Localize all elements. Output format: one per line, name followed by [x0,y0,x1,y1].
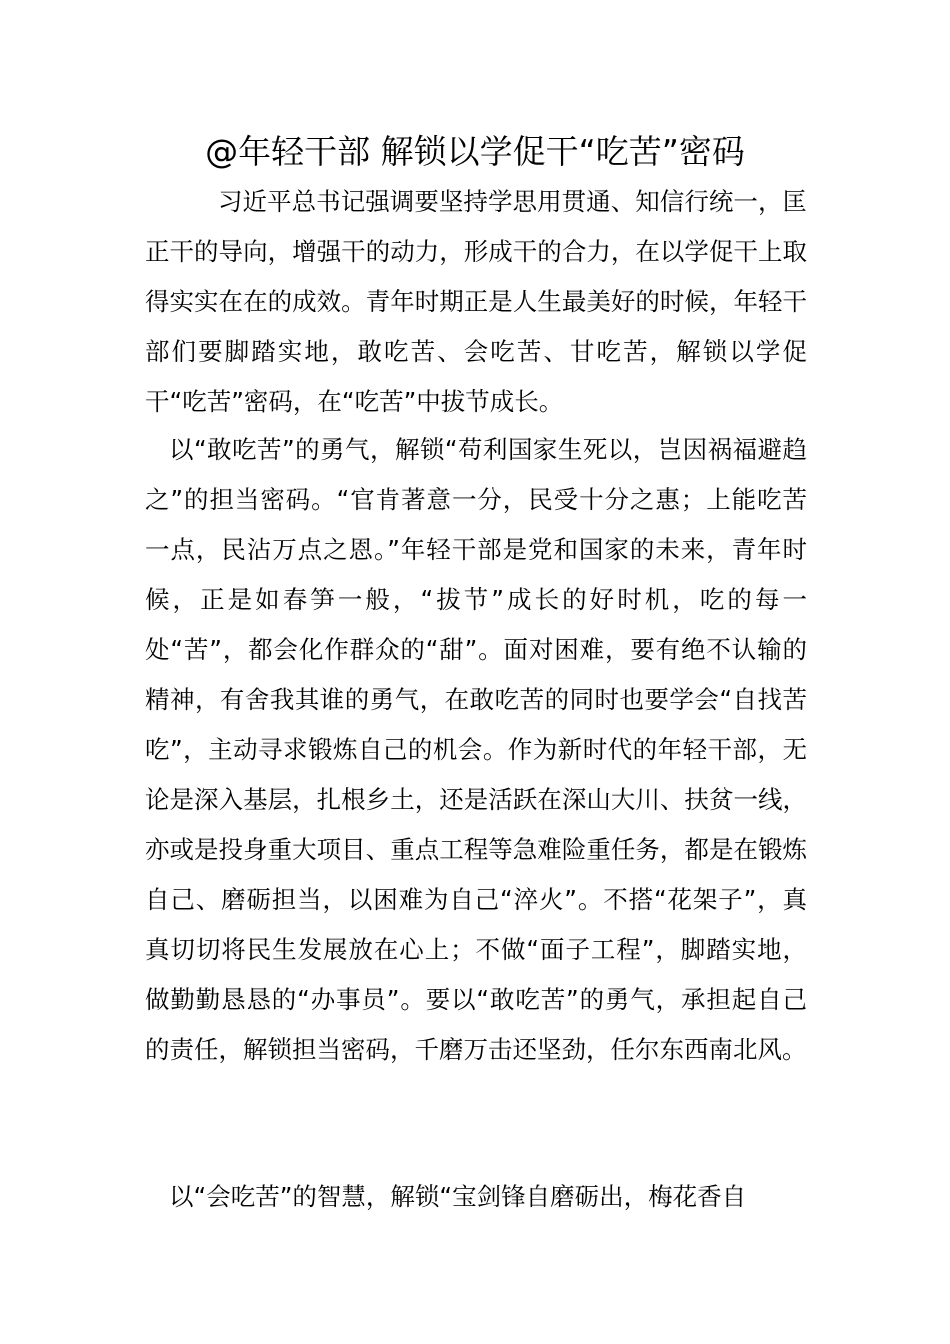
paragraph-dare-to-endure: 以“敢吃苦”的勇气，解锁“苟利国家生死以，岂因祸福避趋之”的担当密码。“官肯著意一分，民受十分之惠；上能吃苦一点，民沾万点之恩。”年轻干部是党和国家的未来，青年时候，正是如春笋一般，“拔节”成长的好时机，吃的每一处“苦”，都会化作群众的“甜”。面对困难，要有绝不认输的精神，有舍我其谁的勇气，在敢吃苦的同时也要学会“自找苦吃”，主动寻求锻炼自己的机会。作为新时代的年轻干部，无论是深入基层，扎根乡土，还是活跃在深山大川、扶贫一线，亦或是投身重大项目、重点工程等急难险重任务，都是在锻炼自己、磨砺担当，以困难为自己“淬火”。不搭“花架子”，真真切切将民生发展放在心上；不做“面子工程”，脚踏实地，做勤勤恳恳的“办事员”。要以“敢吃苦”的勇气，承担起自己的责任，解锁担当密码，千磨万击还坚劲，任尔东西南北风。 [145,435,807,1064]
document-title: @年轻干部 解锁以学促干“吃苦”密码 [205,132,745,171]
paragraph-intro: 习近平总书记强调要坚持学思用贯通、知信行统一，匡正干的导向，增强干的动力，形成干的合力，在以学促干上取得实实在在的成效。青年时期正是人生最美好的时候，年轻干部们要脚踏实地，敢吃苦、会吃苦、甘吃苦，解锁以学促干“吃苦”密码，在“吃苦”中拔节成长。 [145,187,807,416]
paragraph-know-how-to-endure: 以“会吃苦”的智慧，解锁“宝剑锋自磨砺出，梅花香自 [169,1182,747,1211]
